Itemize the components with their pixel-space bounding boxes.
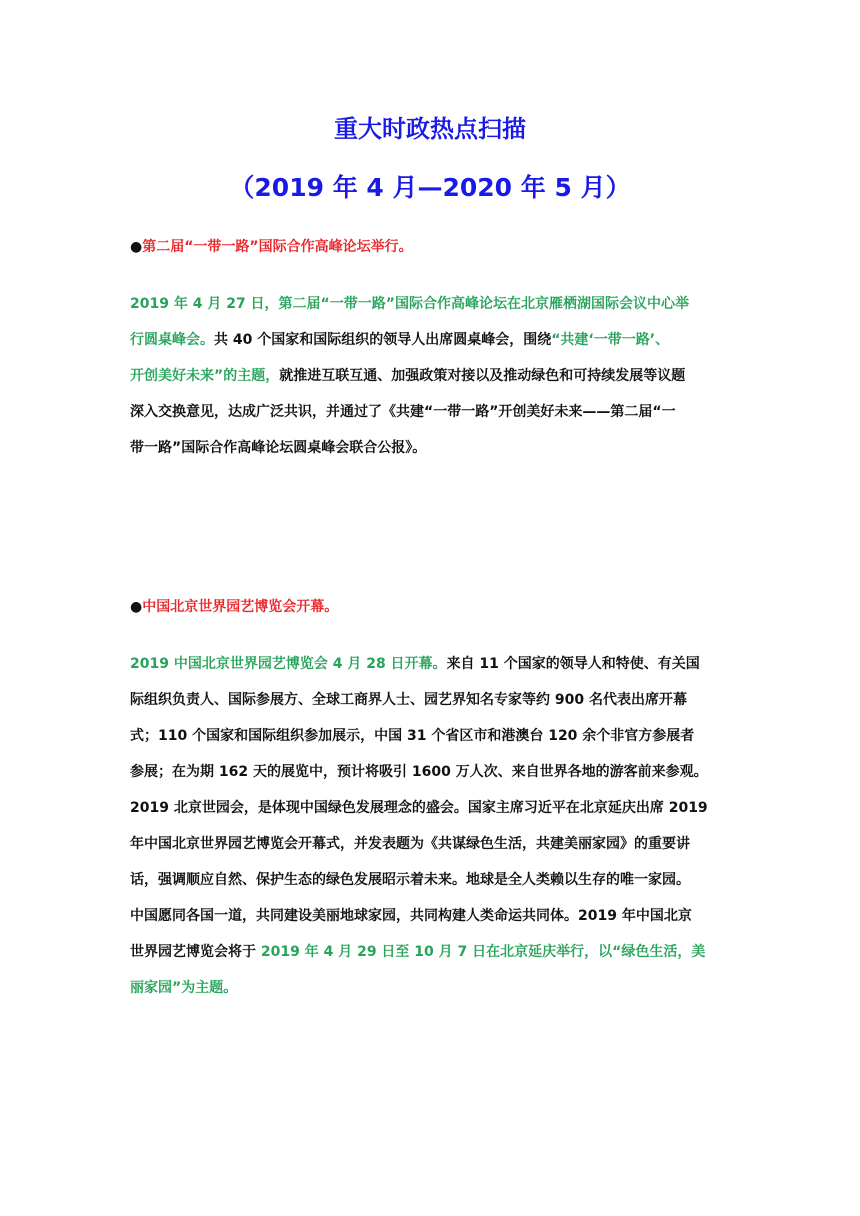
body-line: [130, 754, 730, 790]
section-heading-text: 中国北京世界园艺博览会开幕。: [142, 599, 339, 615]
text-run: “共建‘一带一路’、: [551, 332, 670, 348]
body-line: [130, 430, 730, 466]
document-title: 重大时政热点扫描: [334, 115, 526, 143]
bullet-icon: ●: [130, 239, 143, 255]
body-line: [130, 718, 730, 754]
text-run: 深入交换意见，达成广泛共识，并通过了《共建“一带一路”开创美好未来——第二届“一: [130, 404, 676, 420]
document-subtitle-date-range: （2019 年 4 月—2020 年 5 月）: [229, 173, 631, 202]
text-run: 就推进互联互通、加强政策对接以及推动绿色和可持续发展等议题: [279, 368, 686, 384]
body-line: [130, 790, 730, 826]
text-run: 世界园艺博览会将于: [130, 944, 261, 960]
text-run: 2019 北京世园会，是体现中国绿色发展理念的盛会。国家主席习近平在北京延庆出席 2019: [130, 800, 708, 816]
body-line: [130, 934, 730, 970]
body-line: [130, 898, 730, 934]
text-run: 丽家园”为主题。: [130, 980, 238, 996]
body-line: [130, 862, 730, 898]
text-run: 话，强调顺应自然、保护生态的绿色发展昭示着未来。地球是全人类赖以生存的唯一家园。: [130, 872, 690, 888]
bullet-icon: ●: [130, 599, 143, 615]
body-line: [130, 646, 730, 682]
text-run: 来自 11 个国家的领导人和特使、有关国: [446, 656, 700, 672]
text-run: 开创美好未来”的主题，: [130, 368, 280, 384]
section-heading-text: 第二届“一带一路”国际合作高峰论坛举行。: [142, 239, 413, 255]
body-line: [130, 682, 730, 718]
text-run: 年中国北京世界园艺博览会开幕式，并发表题为《共谋绿色生活，共建美丽家园》的重要讲: [130, 836, 690, 852]
body-line: [130, 322, 730, 358]
body-line: [130, 358, 730, 394]
section-body-belt-and-road-forum: [130, 286, 730, 466]
text-run: 式；110 个国家和国际组织参加展示，中国 31 个省区市和港澳台 120 余个非官方参展者: [130, 728, 695, 744]
text-run: 共 40 个国家和国际组织的领导人出席圆桌峰会，围绕: [214, 332, 552, 348]
section-heading-beijing-expo: [130, 596, 730, 618]
body-line: [130, 970, 730, 1006]
body-line: [130, 286, 730, 322]
text-run: 际组织负责人、国际参展方、全球工商界人士、园艺界知名专家等约 900 名代表出席开幕: [130, 692, 687, 708]
section-heading-belt-and-road-forum: [130, 236, 730, 258]
text-run: 带一路”国际合作高峰论坛圆桌峰会联合公报》。: [130, 440, 427, 456]
text-run: 中国愿同各国一道，共同建设美丽地球家园，共同构建人类命运共同体。2019 年中国北京: [130, 908, 692, 924]
text-run: 参展；在为期 162 天的展览中，预计将吸引 1600 万人次、来自世界各地的游客前来参观。: [130, 764, 708, 780]
text-run: 行圆桌峰会。: [130, 332, 214, 348]
text-run: 2019 年 4 月 29 日至 10 月 7 日在北京延庆举行，以“绿色生活，美: [260, 944, 706, 960]
section-body-beijing-expo: [130, 646, 730, 1006]
body-line: [130, 394, 730, 430]
body-line: [130, 826, 730, 862]
text-run: 2019 年 4 月 27 日，第二届“一带一路”国际合作高峰论坛在北京雁栖湖国际会议中心举: [130, 296, 689, 312]
text-run: 2019 中国北京世界园艺博览会 4 月 28 日开幕。: [130, 656, 447, 672]
